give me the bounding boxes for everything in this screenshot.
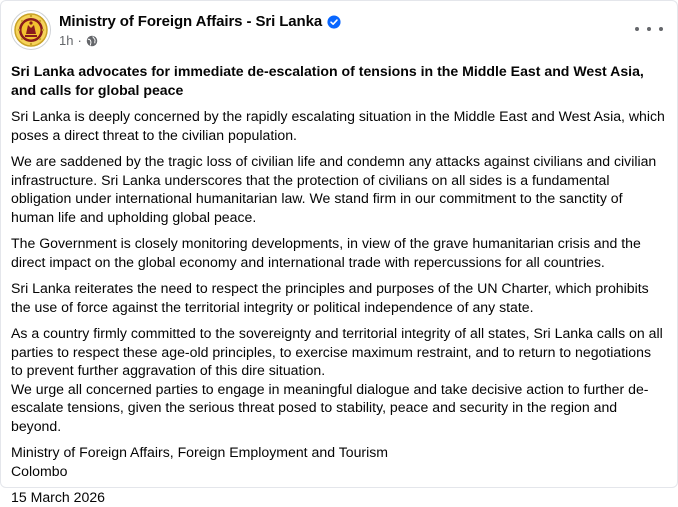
page-avatar[interactable] <box>11 10 51 50</box>
post-meta <box>59 13 341 48</box>
post-paragraph: We are saddened by the tragic loss of civilian life and condemn any attacks against civilians and civilian infrastructure. Sri Lanka underscores that the protection of civilians on all sides is a fundamental obligation under international humanitarian law. We stand firm in our commitment to the sanctity of human life and upholding global peace. <box>11 153 657 225</box>
more-dot <box>635 27 639 31</box>
signature-location: Colombo <box>11 462 68 479</box>
post-paragraph: The Government is closely monitoring developments, in view of the grave humanitarian crisis and the direct impact on the global economy and international trade with repercussions for all countries. <box>11 235 641 270</box>
more-options-icon[interactable] <box>635 19 663 39</box>
page-name-row <box>59 13 341 30</box>
post-paragraph: Sri Lanka is deeply concerned by the rapidly escalating situation in the Middle East and West Asia, which poses a direct threat to the civilian population. <box>11 108 665 143</box>
post-paragraph: We urge all concerned parties to engage in meaningful dialogue and take decisive action to further de-escalate tensions, given the serious threat posed to stability, peace and security in the region and beyond. <box>11 380 649 434</box>
post-timestamp-row <box>59 33 341 48</box>
post-timestamp[interactable]: 1h <box>59 33 74 48</box>
verified-badge-icon <box>327 15 341 29</box>
post-date: 15 March 2026 <box>11 489 106 505</box>
more-dot <box>647 27 651 31</box>
sri-lanka-emblem-icon <box>13 12 49 48</box>
globe-icon[interactable] <box>86 35 98 47</box>
post-signature <box>11 443 665 480</box>
post-body <box>11 62 665 507</box>
signature-organization: Ministry of Foreign Affairs, Foreign Employment and Tourism <box>11 444 389 460</box>
more-dot <box>659 27 663 31</box>
meta-separator: · <box>77 33 82 48</box>
page-name-link[interactable]: Ministry of Foreign Affairs - Sri Lanka <box>59 13 323 30</box>
post-header <box>11 10 341 50</box>
post-paragraph: As a country firmly committed to the sovereignty and territorial integrity of all states, Sri Lanka calls on all parties to respect these age-old principles, to exercise maximum restraint, and to return to negotiations to prevent further aggravation of this dire situation. <box>11 325 663 378</box>
post-paragraph: Sri Lanka reiterates the need to respect the principles and purposes of the UN Charter, which prohibits the use of force against the territorial integrity or political independence of any state. <box>11 280 649 315</box>
post-headline: Sri Lanka advocates for immediate de-escalation of tensions in the Middle East and West Asia, and calls for global peace <box>11 63 644 98</box>
